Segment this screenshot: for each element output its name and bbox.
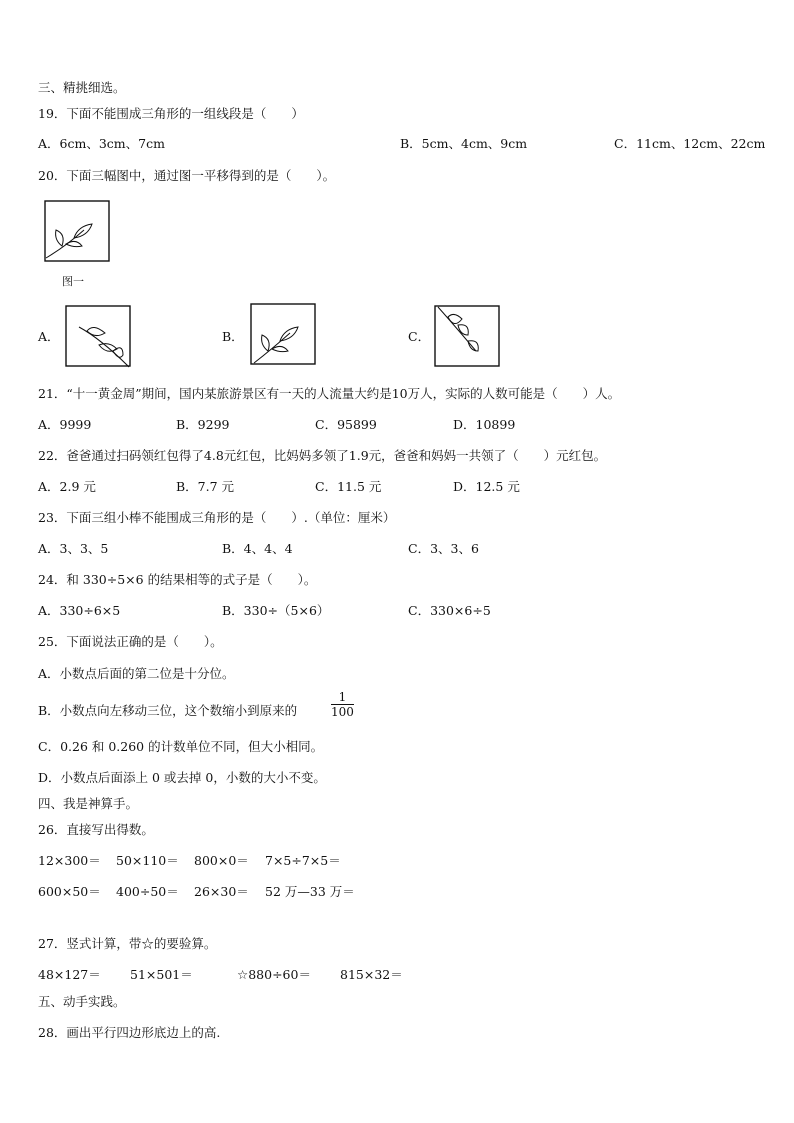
section-heading-5: 五、动手实践。 (38, 994, 126, 1009)
question-24-option-a: A．330÷6×5 (38, 603, 121, 618)
fraction-numerator: 1 (331, 690, 354, 705)
figure-one (44, 200, 112, 264)
calc-item: 800×0＝ (194, 853, 249, 868)
question-25-option-d: D．小数点后面添上 0 或去掉 0，小数的大小不变。 (38, 770, 326, 785)
calc-item: 12×300＝ (38, 853, 101, 868)
question-21-stem: 21．“十一黄金周”期间，国内某旅游景区有一天的人流量大约是10万人，实际的人数可能是（ ）人。 (38, 386, 621, 401)
question-20-option-b: B． (222, 329, 244, 344)
question-20-option-c: C． (408, 329, 431, 344)
calc-item: 50×110＝ (116, 853, 179, 868)
question-22-option-d: D．12.5 元 (453, 479, 520, 494)
vertical-calc-item: 51×501＝ (130, 967, 193, 982)
question-25-option-a: A．小数点后面的第二位是十分位。 (38, 666, 235, 681)
option-b-figure (250, 303, 318, 367)
question-27-stem: 27．竖式计算，带☆的要验算。 (38, 936, 217, 951)
question-23-option-a: A．3、3、5 (38, 541, 109, 556)
question-23-option-b: B．4、4、4 (222, 541, 293, 556)
question-20-option-a: A． (38, 329, 60, 344)
question-25-option-b: B．小数点向左移动三位，这个数缩小到原来的 (38, 703, 298, 718)
question-22-option-b: B．7.7 元 (176, 479, 235, 494)
option-a-drawing (65, 305, 133, 369)
option-c-figure (434, 305, 502, 369)
question-25-stem: 25．下面说法正确的是（ ）。 (38, 634, 223, 649)
question-25-option-c: C．0.26 和 0.260 的计数单位不同，但大小相同。 (38, 739, 324, 754)
vertical-calc-item: ☆880÷60＝ (237, 967, 311, 982)
option-c-drawing (434, 305, 502, 369)
option-a-figure (65, 305, 133, 369)
question-19-option-a: A．6cm、3cm、7cm (38, 136, 165, 151)
calc-item: 52 万—33 万＝ (265, 884, 355, 899)
vertical-calc-item: 815×32＝ (340, 967, 403, 982)
question-22-option-c: C．11.5 元 (315, 479, 382, 494)
vertical-calc-item: 48×127＝ (38, 967, 101, 982)
option-b-drawing (250, 303, 318, 367)
section-heading-3: 三、精挑细选。 (38, 80, 126, 95)
question-21-option-b: B．9299 (176, 417, 230, 432)
calc-item: 600×50＝ (38, 884, 101, 899)
question-22-stem: 22．爸爸通过扫码领红包得了4.8元红包，比妈妈多领了1.9元，爸爸和妈妈一共领了（ ）元红包。 (38, 448, 607, 463)
question-22-option-a: A．2.9 元 (38, 479, 96, 494)
fraction-one-hundredth (331, 690, 354, 719)
question-24-stem: 24．和 330÷5×6 的结果相等的式子是（ ）。 (38, 572, 317, 587)
calc-item: 26×30＝ (194, 884, 249, 899)
section-heading-4: 四、我是神算手。 (38, 796, 139, 811)
question-24-option-c: C．330×6÷5 (408, 603, 491, 618)
calc-item: 400÷50＝ (116, 884, 179, 899)
question-28-stem: 28．画出平行四边形底边上的高. (38, 1025, 221, 1040)
question-21-option-d: D．10899 (453, 417, 516, 432)
figure-one-label: 图一 (62, 275, 84, 288)
question-19-stem: 19．下面不能围成三角形的一组线段是（ ） (38, 106, 304, 121)
calc-item: 7×5÷7×5＝ (265, 853, 341, 868)
figure-one-drawing (44, 200, 112, 264)
question-21-option-a: A．9999 (38, 417, 92, 432)
fraction-denominator: 100 (331, 705, 354, 719)
question-23-stem: 23．下面三组小棒不能围成三角形的是（ ）.（单位：厘米） (38, 510, 396, 525)
question-21-option-c: C．95899 (315, 417, 377, 432)
question-19-option-c: C．11cm、12cm、22cm (614, 136, 766, 151)
question-26-stem: 26．直接写出得数。 (38, 822, 154, 837)
question-20-stem: 20．下面三幅图中，通过图一平移得到的是（ ）。 (38, 168, 336, 183)
question-24-option-b: B．330÷（5×6） (222, 603, 330, 618)
question-23-option-c: C．3、3、6 (408, 541, 479, 556)
question-19-option-b: B．5cm、4cm、9cm (400, 136, 528, 151)
